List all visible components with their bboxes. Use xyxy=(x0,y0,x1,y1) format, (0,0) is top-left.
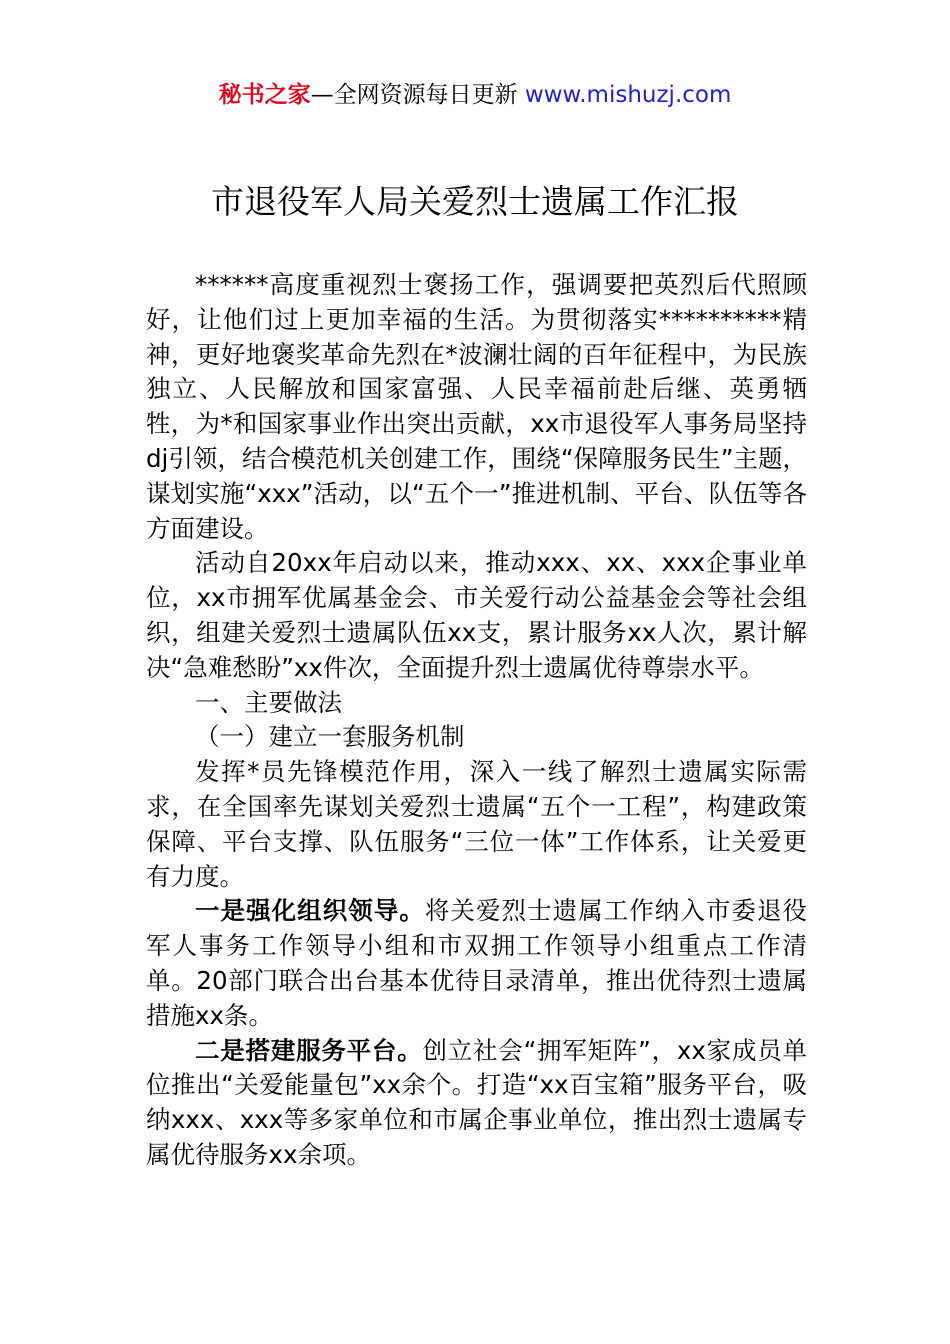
site-header xyxy=(0,80,950,110)
paragraph-text: 活动自20xx年启动以来，推动xxx、xx、xxx企事业单位，xx市拥军优属基金会、市关爱行动公益基金会等社会组织，组建关爱烈士遗属队伍xx支，累计服务xx人次，累计解决“急难愁盼”xx件次，全面提升烈士遗属优待尊崇水平。 xyxy=(146,548,807,682)
paragraph-text: 一、主要做法 xyxy=(195,687,342,717)
paragraph xyxy=(146,546,807,685)
paragraph-text: （一）建立一套服务机制 xyxy=(195,722,465,752)
paragraph xyxy=(146,755,807,894)
paragraph-text: ******高度重视烈士褒扬工作，强调要把英烈后代照顾好，让他们过上更加幸福的生活。为贯彻落实**********精神，更好地褒奖革命先烈在*波澜壮阔的百年征程中，为民族独立、人民解放和国家富强、人民幸福前赴后继、英勇牺牲，为*和国家事业作出突出贡献，xx市退役军人事务局坚持dj引领，结合模范机关创建工作，围绕“保障服务民生”主题，谋划实施“xxx”活动，以“五个一”推进机制、平台、队伍等各方面建设。 xyxy=(146,270,807,543)
paragraph xyxy=(146,894,807,1033)
site-url-link[interactable]: www.mishuzj.com xyxy=(524,82,732,108)
site-tagline: —全网资源每日更新 xyxy=(310,82,518,108)
paragraph xyxy=(146,268,807,546)
paragraph-text: 创立社会“拥军矩阵”，xx家成员单位推出“关爱能量包”xx余个。打造“xx百宝箱”服务平台，吸纳xxx、xxx等多家单位和市属企事业单位，推出烈士遗属专属优待服务xx余项。 xyxy=(146,1035,807,1169)
paragraph-text: 发挥*员先锋模范作用，深入一线了解烈士遗属实际需求，在全国率先谋划关爱烈士遗属“五个一工程”，构建政策保障、平台支撑、队伍服务“三位一体”工作体系，让关爱更有力度。 xyxy=(146,757,807,891)
document-title: 市退役军人局关爱烈士遗属工作汇报 xyxy=(211,182,739,221)
paragraph-lead: 二是搭建服务平台。 xyxy=(195,1035,423,1065)
paragraph xyxy=(146,1034,807,1173)
paragraph-lead: 一是强化组织领导。 xyxy=(195,896,425,926)
subsection-heading xyxy=(146,720,807,755)
document-body xyxy=(146,268,807,1173)
site-brand: 秘书之家 xyxy=(218,82,311,108)
section-heading xyxy=(146,686,807,721)
paragraph-text: 将关爱烈士遗属工作纳入市委退役军人事务工作领导小组和市双拥工作领导小组重点工作清单。20部门联合出台基本优待目录清单，推出优待烈士遗属措施xx条。 xyxy=(146,896,807,1030)
